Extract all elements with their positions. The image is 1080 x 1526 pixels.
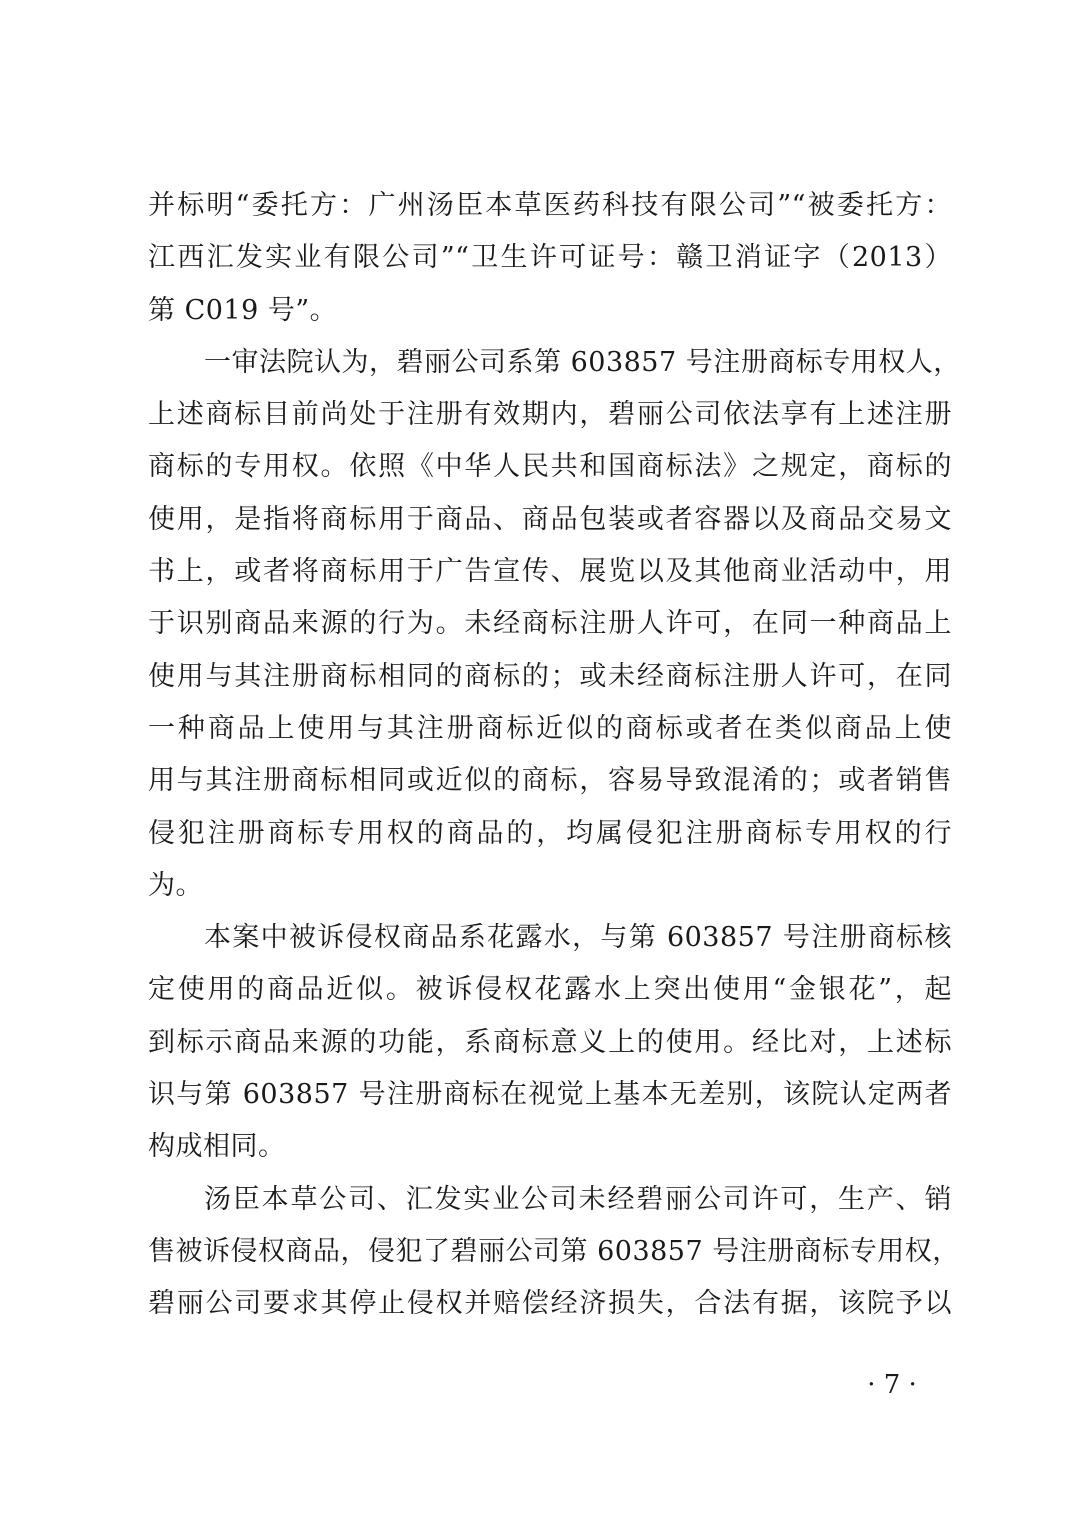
text-line: 碧丽公司要求其停止侵权并赔偿经济损失，合法有据，该院予以: [148, 1288, 952, 1320]
text-line: 为。: [148, 869, 203, 901]
text-line: 并标明“委托方：广州汤臣本草医药科技有限公司”“被委托方：: [148, 190, 952, 221]
paragraph-start-line: 一审法院认为，碧丽公司系第 603857 号注册商标专用权人，: [204, 346, 961, 378]
text-line: 书上，或者将商标用于广告宣传、展览以及其他商业活动中，用: [148, 556, 952, 588]
paragraph-start-line: 汤臣本草公司、汇发实业公司未经碧丽公司许可，生产、销: [204, 1183, 952, 1215]
text-line: 上述商标目前尚处于注册有效期内，碧丽公司依法享有上述注册: [148, 399, 952, 431]
text-line: 构成相同。: [148, 1131, 286, 1163]
text-line: 售被诉侵权商品，侵犯了碧丽公司第 603857 号注册商标专用权，: [148, 1235, 960, 1267]
text-line: 商标的专用权。依照《中华人民共和国商标法》之规定，商标的: [148, 451, 952, 483]
paragraph-start-line: 本案中被诉侵权商品系花露水，与第 603857 号注册商标核: [204, 922, 952, 954]
text-line: 用与其注册商标相同或近似的商标，容易导致混淆的；或者销售: [148, 765, 952, 797]
text-line: 第 C019 号”。: [148, 294, 338, 326]
text-line: 到标示商品来源的功能，系商标意义上的使用。经比对，上述标: [148, 1026, 952, 1058]
text-line: 使用，是指将商标用于商品、商品包装或者容器以及商品交易文: [148, 503, 952, 535]
page-number: · 7 ·: [867, 1370, 917, 1400]
text-line: 定使用的商品近似。被诉侵权花露水上突出使用“金银花”，起: [148, 974, 952, 1006]
text-line: 侵犯注册商标专用权的商品的，均属侵犯注册商标专用权的行: [148, 817, 952, 849]
text-line: 一种商品上使用与其注册商标近似的商标或者在类似商品上使: [148, 712, 952, 744]
document-body: [148, 180, 961, 1331]
text-line: 江西汇发实业有限公司”“卫生许可证号：赣卫消证字（2013）: [148, 242, 952, 274]
text-line: 于识别商品来源的行为。未经商标注册人许可，在同一种商品上: [148, 608, 952, 640]
text-line: 使用与其注册商标相同的商标的；或未经商标注册人许可，在同: [148, 660, 952, 692]
text-line: 识与第 603857 号注册商标在视觉上基本无差别，该院认定两者: [148, 1079, 952, 1111]
